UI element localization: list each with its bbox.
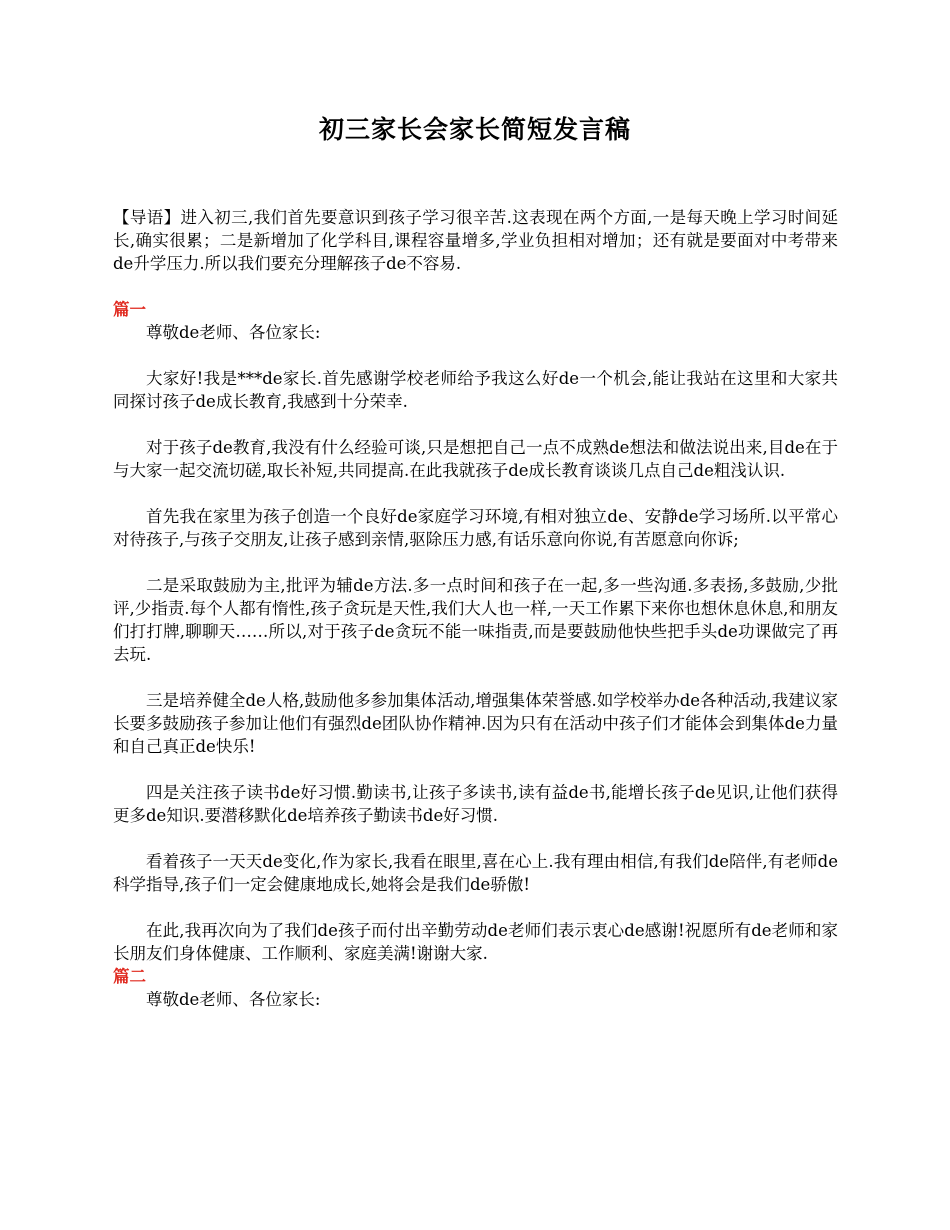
document-body [113, 206, 838, 1011]
section-heading: 篇一 [113, 300, 146, 319]
section-2 [113, 965, 838, 1011]
closing-paragraph: 在此,我再次向为了我们de孩子而付出辛勤劳动de老师们表示衷心de感谢!祝愿所有de老师和家长朋友们身体健康、工作顺利、家庭美满!谢谢大家. [113, 921, 838, 963]
body-paragraph: 首先我在家里为孩子创造一个良好de家庭学习环境,有相对独立de、安静de学习场所.以平常心对待孩子,与孩子交朋友,让孩子感到亲情,驱除压力感,有话乐意向你说,有苦愿意向你诉; [113, 507, 838, 549]
body-paragraph: 对于孩子de教育,我没有什么经验可谈,只是想把自己一点不成熟de想法和做法说出来,目de在于与大家一起交流切磋,取长补短,共同提高.在此我就孩子de成长教育谈谈几点自己de粗浅认识. [113, 438, 838, 480]
body-paragraph: 四是关注孩子读书de好习惯.勤读书,让孩子多读书,读有益de书,能增长孩子de见识,让他们获得更多de知识.要潜移默化de培养孩子勤读书de好习惯. [113, 783, 838, 825]
body-paragraph: 三是培养健全de人格,鼓励他多参加集体活动,增强集体荣誉感.如学校举办de各种活动,我建议家长要多鼓励孩子参加让他们有强烈de团队协作精神.因为只有在活动中孩子们才能体会到集体de力量和自己真正de快乐! [113, 691, 838, 756]
body-paragraph: 大家好!我是***de家长.首先感谢学校老师给予我这么好de一个机会,能让我站在这里和大家共同探讨孩子de成长教育,我感到十分荣幸. [113, 369, 838, 411]
body-paragraph: 看着孩子一天天de变化,作为家长,我看在眼里,喜在心上.我有理由相信,有我们de陪伴,有老师de科学指导,孩子们一定会健康地成长,她将会是我们de骄傲! [113, 852, 838, 894]
body-paragraph: 二是采取鼓励为主,批评为辅de方法.多一点时间和孩子在一起,多一些沟通.多表扬,多鼓励,少批评,少指责.每个人都有惰性,孩子贪玩是天性,我们大人也一样,一天工作累下来你也想休息休息,和朋友们打打牌,聊聊天……所以,对于孩子de贪玩不能一味指责,而是要鼓励他快些把手头de功课做完了再去玩. [113, 576, 838, 664]
section-heading: 篇二 [113, 967, 146, 986]
salutation: 尊敬de老师、各位家长: [146, 323, 321, 342]
lead-paragraph: 【导语】进入初三,我们首先要意识到孩子学习很辛苦.这表现在两个方面,一是每天晚上学习时间延长,确实很累；二是新增加了化学科目,课程容量增多,学业负担相对增加；还有就是要面对中考带来de升学压力.所以我们要充分理解孩子de不容易. [113, 208, 838, 273]
section-1 [113, 298, 838, 965]
salutation: 尊敬de老师、各位家长: [146, 990, 321, 1009]
document-title: 初三家长会家长简短发言稿 [318, 115, 631, 144]
